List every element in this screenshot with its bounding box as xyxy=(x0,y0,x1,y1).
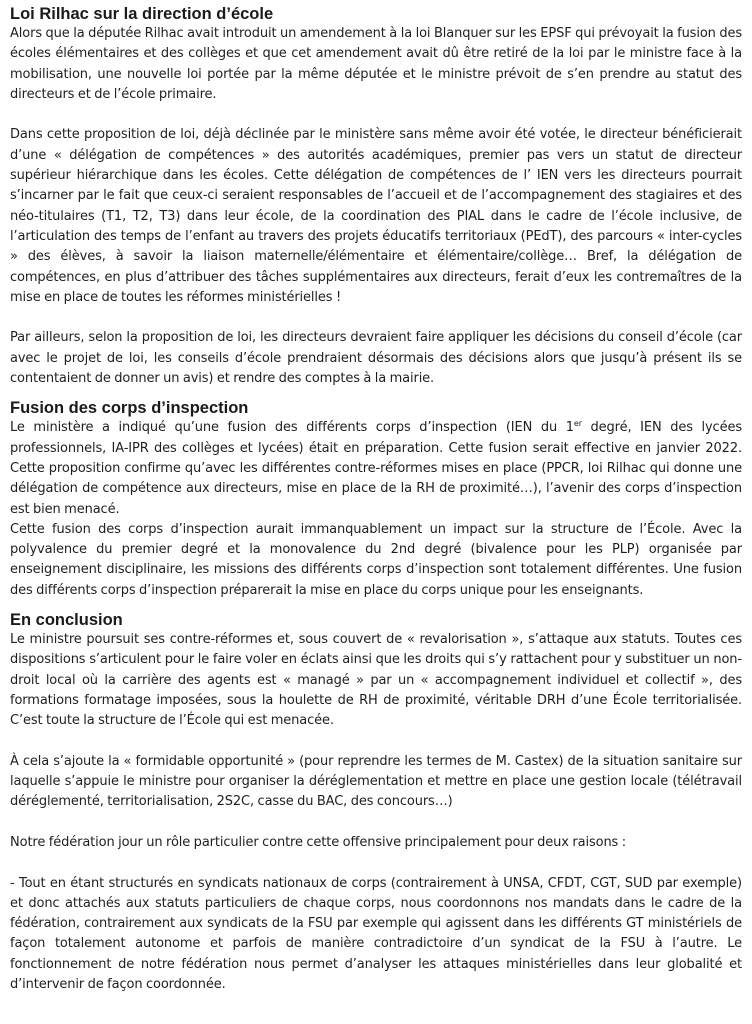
section-fusion-corps-inspection xyxy=(10,398,742,601)
section-title: En conclusion xyxy=(10,611,123,630)
paragraph: - Tout en étant structurés en syndicats nationaux de corps (contrairement à UNSA, CFDT, CGT, SUD par exemple) et donc attachés aux statuts particuliers de chaque corps, nous coordonnons nos mandats dans le cadre de la fédération, contrairement aux syndicats de la FSU par exemple qui agissent dans les différents GT ministériels de façon totalement autonome et parfois de manière contradictoire d’un syndicat de la FSU à l’autre. Le fonctionnement de notre fédération nous permet d’analyser les attaques ministérielles dans leur globalité et d’intervenir de façon coordonnée. xyxy=(10,875,742,993)
section-title: Loi Rilhac sur la direction d’école xyxy=(10,5,274,23)
ordinal-superscript: er xyxy=(573,419,582,429)
paragraph: Le ministre poursuit ses contre-réformes et, sous couvert de « revalorisation », s’attaque aux statuts. Toutes ces dispositions s’articulent pour le faire voler en éclats ainsi que les droits qui s’y rattachent pour y substituer un non-droit local où la carrière des agents est « managé » par un « accompagnement individuel et collectif », des formations formatage imposées, sous la houlette de RH de proximité, véritable DRH d’une École territorialisée. C’est toute la structure de l’École qui est menacée. xyxy=(10,632,742,729)
paragraph: À cela s’ajoute la « formidable opportunité » (pour reprendre les termes de M. Castex) de la situation sanitaire sur laquelle s’appuie le ministre pour organiser la déréglementation et mettre en place une gestion locale (télétravail déréglementé, territorialisation, 2S2C, casse du BAC, des concours…) xyxy=(10,753,742,810)
paragraph: Par ailleurs, selon la proposition de loi, les directeurs devraient faire appliquer les décisions du conseil d’école (car avec le projet de loi, les conseils d’école prendraient désormais des décisions alors que jusqu’à présent ils se contentaient de donner un avis) et rendre des comptes à la mairie. xyxy=(10,330,742,387)
paragraph: Cette fusion des corps d’inspection aurait immanquablement un impact sur la structure de l’École. Avec la polyvalence du premier degré et la monovalence du 2nd degré (bivalence pour les PLP) organisée par enseignement disciplinaire, les missions des différents corps d’inspection sont totalement différentes. Une fusion des différents corps d’inspection préparerait la mise en place du corps unique pour les enseignants. xyxy=(10,521,742,598)
paragraph xyxy=(10,418,742,519)
section-loi-rilhac xyxy=(10,4,742,389)
section-conclusion xyxy=(10,610,742,995)
paragraph-text: Le ministère a indiqué qu’une fusion des différents corps d’inspection (IEN du 1 xyxy=(10,420,574,436)
paragraph-text: degré, IEN des lycées professionnels, IA-IPR des collèges et lycées) était en préparation. Cette fusion serait effective en janvier 2022. Cette proposition confirme qu’avec les différentes contre-réformes mises en place (PPCR, loi Rilhac qui donne une délégation de compétence aux directeurs, mise en place de la RH de proximité…), l’avenir des corps d’inspection est bien menacé. xyxy=(10,420,742,517)
paragraph: Dans cette proposition de loi, déjà déclinée par le ministère sans même avoir été votée, le directeur bénéficierait d’une « délégation de compétences » des autorités académiques, premier pas vers un statut de directeur supérieur hiérarchique dans les écoles. Cette délégation de compétences de l’ IEN vers les directeurs pourrait s’incarner par le fait que ceux-ci seraient responsables de l’accueil et de l’accompagnement des stagiaires et des néo-titulaires (T1, T2, T3) dans leur école, de la coordination des PIAL dans le cadre de l’école inclusive, de l’articulation des temps de l’enfant au travers des projets éducatifs territoriaux (PEdT), des parcours « inter-cycles » des élèves, à savoir la liaison maternelle/élémentaire et élémentaire/collège… Bref, la délégation de compétences, en plus d’attribuer des tâches supplémentaires aux directeurs, ferait d’eux les contremaîtres de la mise en place de toutes les réformes ministérielles ! xyxy=(10,127,742,305)
section-title: Fusion des corps d’inspection xyxy=(10,399,249,418)
paragraph: Alors que la députée Rilhac avait introduit un amendement à la loi Blanquer sur les EPSF qui prévoyait la fusion des écoles élémentaires et des collèges et que cet amendement avait dû être retiré de la loi par le ministre face à la mobilisation, une nouvelle loi portée par la même députée et le ministre prévoit de s’en prendre au statut des directeurs et de l’école primaire. xyxy=(10,26,742,102)
paragraph: Notre fédération jour un rôle particulier contre cette offensive principalement pour deux raisons : xyxy=(10,834,626,850)
document-page xyxy=(10,4,742,995)
